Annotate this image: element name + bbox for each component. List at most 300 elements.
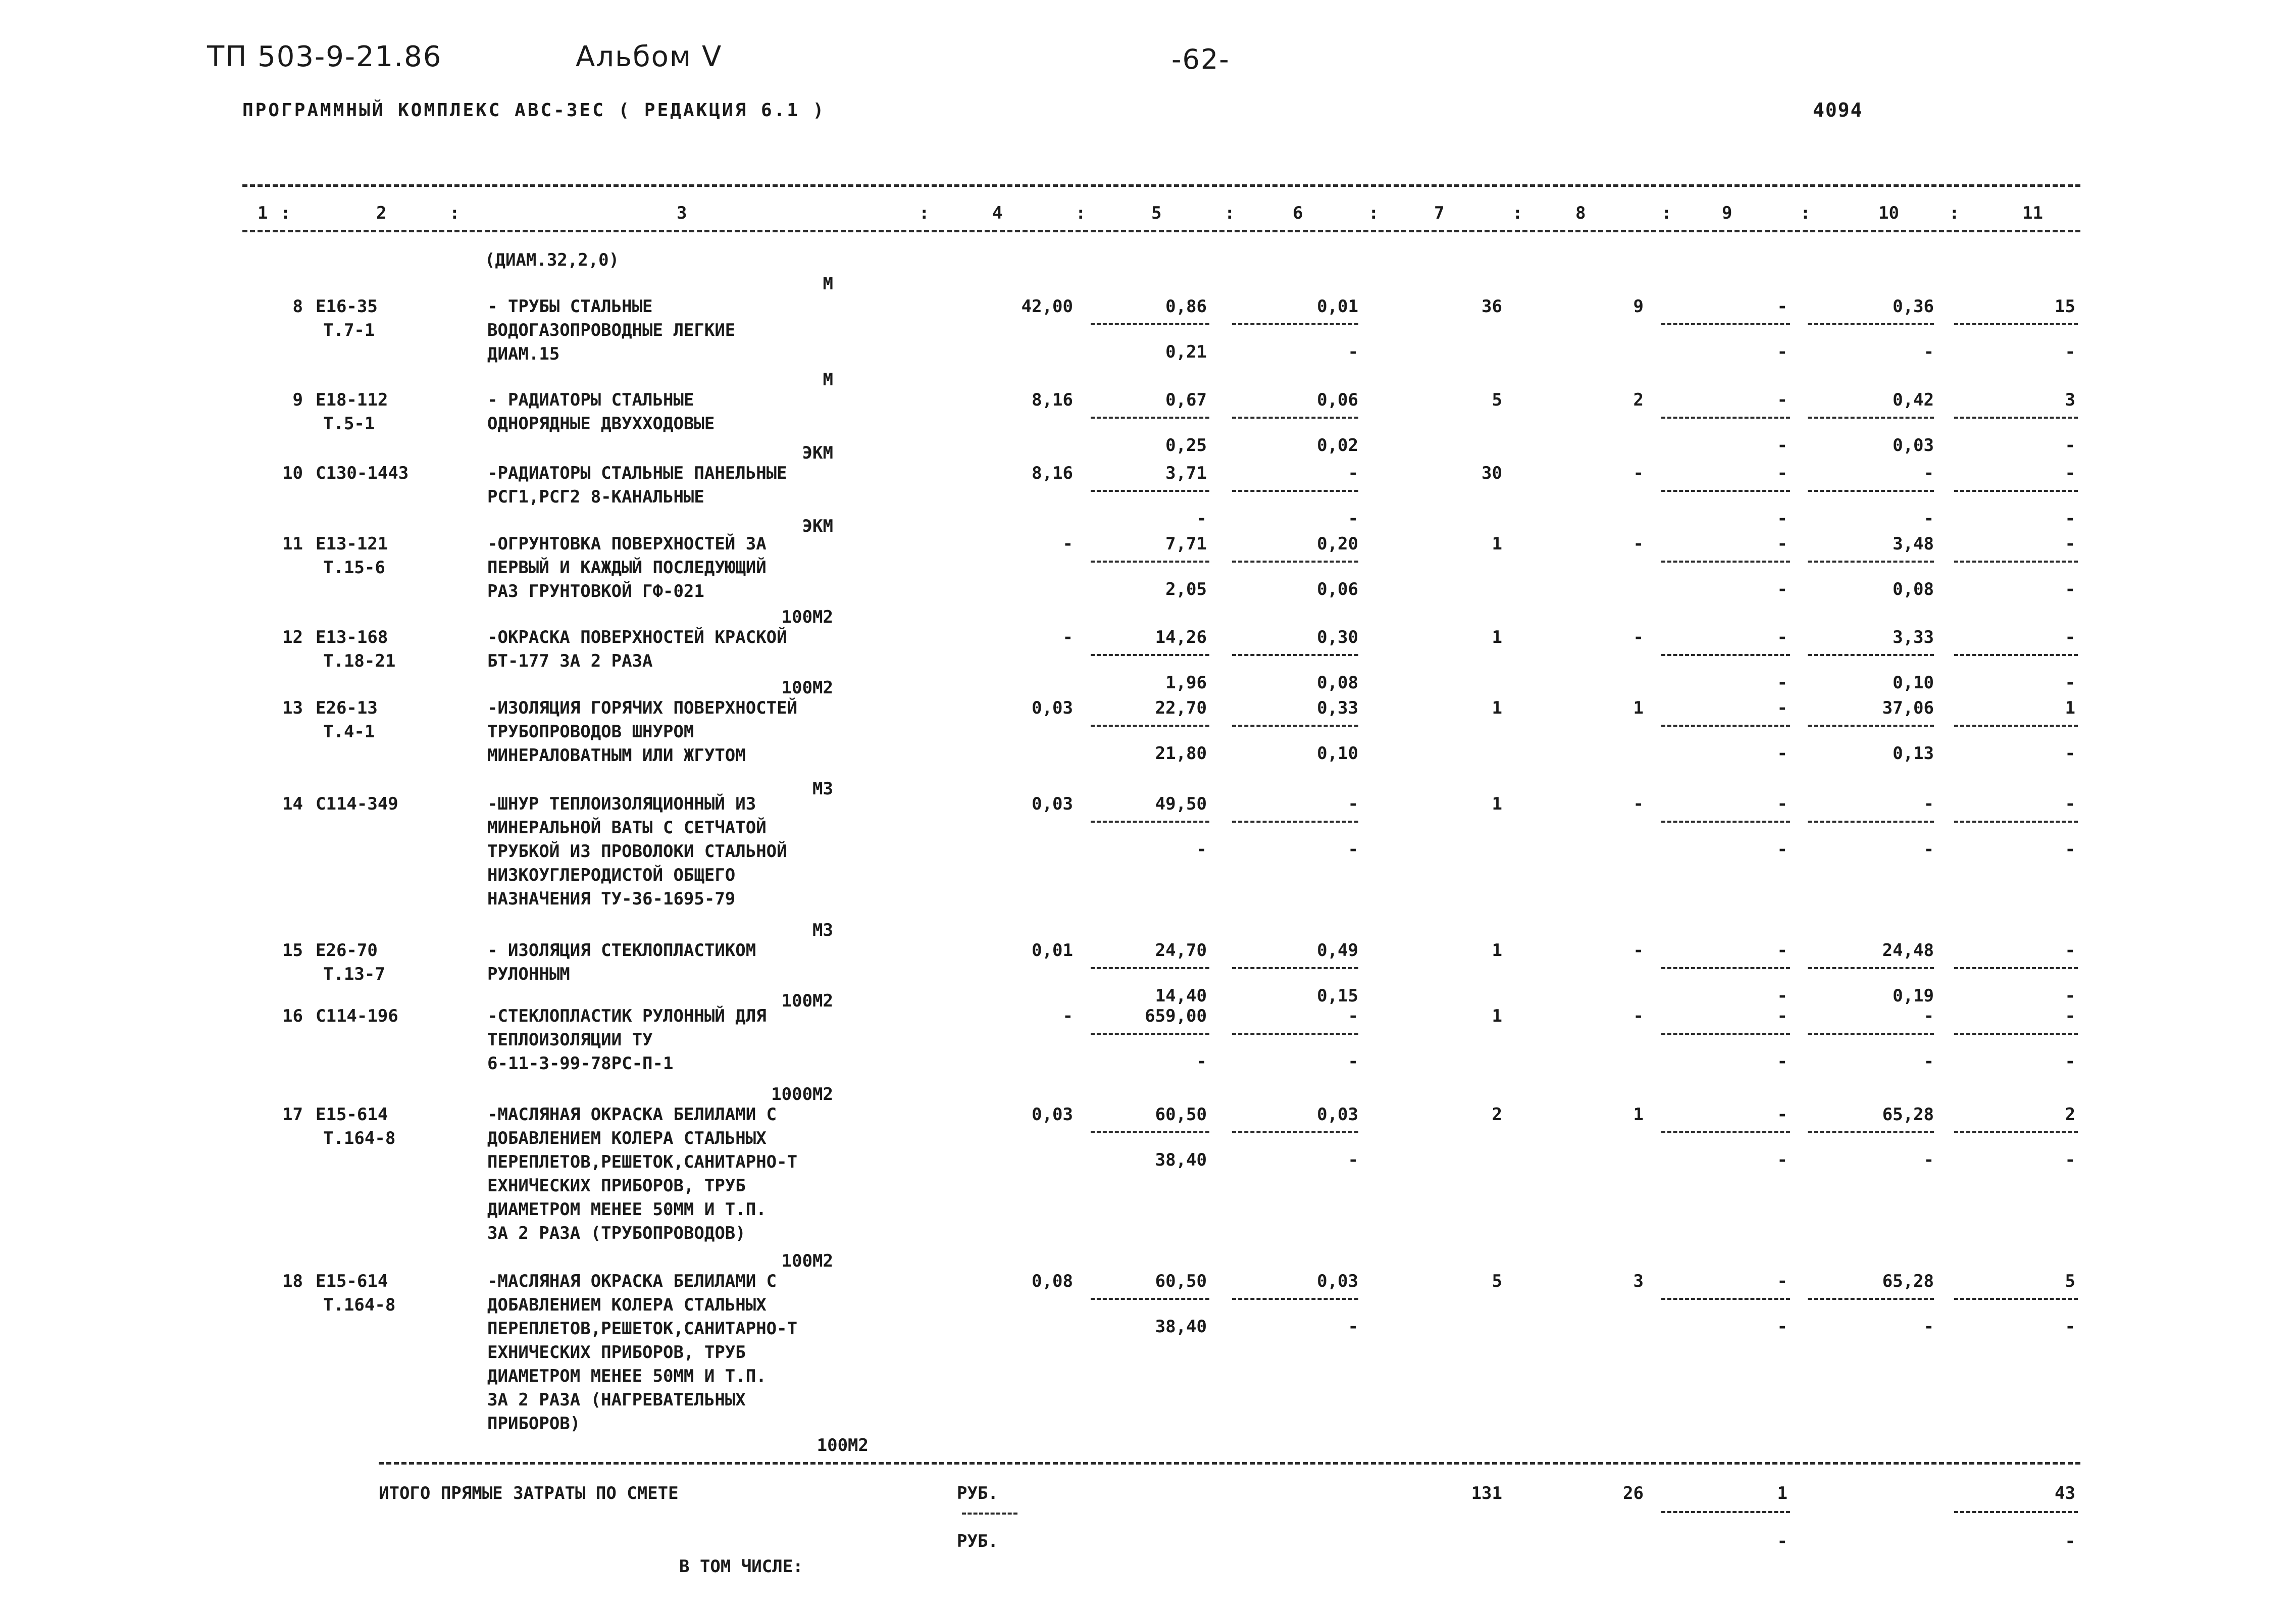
cell-separator — [1661, 417, 1790, 419]
work-description: ОДНОРЯДНЫЕ ДВУХХОДОВЫЕ — [487, 414, 715, 434]
work-description: МИНЕРАЛЬНОЙ ВАТЫ С СЕТЧАТОЙ — [487, 818, 767, 838]
column-divider: : — [1512, 203, 1523, 223]
work-description: -ШНУР ТЕПЛОИЗОЛЯЦИОННЫЙ ИЗ — [487, 794, 756, 814]
column-number: 3 — [677, 203, 687, 223]
unit-cost-wage-cell: - — [1196, 1051, 1207, 1072]
machine-wage-cell: - — [1777, 1317, 1788, 1337]
cell-separator — [1091, 967, 1209, 969]
machine-cost-cell: - — [1777, 940, 1788, 961]
total-labor-cell: - — [2065, 794, 2075, 814]
labor-cell: - — [1923, 1006, 1934, 1026]
cell-separator — [1954, 821, 2078, 823]
total-cost-cell: 5 — [1492, 390, 1502, 410]
cell-separator — [1954, 1131, 2078, 1133]
cell-separator — [1091, 654, 1209, 656]
cell-separator — [1661, 1131, 1790, 1133]
cell-separator — [1954, 1033, 2078, 1035]
labor-machine-cell: - — [1923, 1150, 1934, 1170]
work-description: -ОГРУНТОВКА ПОВЕРХНОСТЕЙ ЗА — [487, 534, 767, 554]
column-number: 5 — [1151, 203, 1162, 223]
norm-code: С114-349 — [316, 794, 398, 814]
wage-machine-cell: - — [1348, 839, 1358, 860]
quantity-cell: 0,03 — [1032, 698, 1073, 718]
wage-machine-cell: - — [1348, 1051, 1358, 1072]
unit-cost-wage-cell: 38,40 — [1155, 1150, 1207, 1170]
work-description: ЕХНИЧЕСКИХ ПРИБОРОВ, ТРУБ — [487, 1176, 746, 1196]
total-labor-machine-cell: - — [2065, 839, 2075, 860]
total-wage-cell: 1 — [1633, 698, 1644, 718]
unit-label: ЭКМ — [802, 443, 833, 463]
work-description: ТЕПЛОИЗОЛЯЦИИ ТУ — [487, 1030, 653, 1050]
unit-cost-wage-cell: 38,40 — [1155, 1317, 1207, 1337]
labor-cell: 65,28 — [1882, 1104, 1934, 1125]
labor-machine-cell: 0,10 — [1893, 673, 1934, 693]
total-labor-machine-cell: - — [2065, 743, 2075, 764]
labor-cell: - — [1923, 463, 1934, 483]
unit-cost-wage-cell: 0,25 — [1165, 435, 1207, 456]
cell-separator — [1808, 1298, 1934, 1300]
total-labor-machine-cell: - — [2065, 986, 2075, 1006]
work-description: ПРИБОРОВ) — [487, 1414, 581, 1434]
work-description: ЗА 2 РАЗА (ТРУБОПРОВОДОВ) — [487, 1223, 746, 1243]
unit-cost-cell: 659,00 — [1145, 1006, 1207, 1026]
total-labor-machine-cell: - — [2065, 673, 2075, 693]
cell-separator — [1091, 561, 1209, 563]
row-number: 9 — [292, 390, 303, 410]
wage-machine-cell: - — [1348, 509, 1358, 529]
unit-label: ЭКМ — [802, 516, 833, 536]
cell-separator — [1232, 725, 1358, 727]
cell-separator — [1954, 725, 2078, 727]
machine-cost-cell: - — [1777, 627, 1788, 647]
column-number: 8 — [1575, 203, 1586, 223]
cell-separator — [1954, 323, 2078, 325]
cell-separator — [1232, 821, 1358, 823]
machine-cost-cell: - — [1777, 534, 1788, 554]
work-description: - ТРУБЫ СТАЛЬНЫЕ — [487, 296, 653, 317]
cell-separator — [1091, 1298, 1209, 1300]
labor-cell: 3,33 — [1893, 627, 1934, 647]
work-description: НАЗНАЧЕНИЯ ТУ-36-1695-79 — [487, 889, 736, 909]
machine-cost-cell: - — [1777, 1271, 1788, 1291]
column-number: 4 — [992, 203, 1003, 223]
work-description: -СТЕКЛОПЛАСТИК РУЛОННЫЙ ДЛЯ — [487, 1006, 767, 1026]
total-labor-cell: 1 — [2065, 698, 2075, 718]
machine-wage-cell: - — [1777, 1051, 1788, 1072]
row-number: 17 — [282, 1104, 303, 1125]
cell-separator — [1808, 725, 1934, 727]
unit-cost-cell: 14,26 — [1155, 627, 1207, 647]
unit-label: 100М2 — [781, 991, 833, 1011]
work-description: ДОБАВЛЕНИЕМ КОЛЕРА СТАЛЬНЫХ — [487, 1295, 767, 1315]
currency-separator — [962, 1513, 1017, 1515]
total-labor-cell: - — [2065, 940, 2075, 961]
column-number: 6 — [1293, 203, 1303, 223]
labor-cell: 24,48 — [1882, 940, 1934, 961]
work-description: МИНЕРАЛОВАТНЫМ ИЛИ ЖГУТОМ — [487, 745, 746, 766]
cell-separator — [1954, 1298, 2078, 1300]
wage-cost-cell: - — [1348, 463, 1358, 483]
unit-label: М — [823, 370, 833, 390]
total-wage-cell: - — [1633, 534, 1644, 554]
cell-separator — [1091, 1131, 1209, 1133]
total-wage-cell: 3 — [1633, 1271, 1644, 1291]
wage-machine-cell: - — [1348, 1317, 1358, 1337]
cell-separator — [1091, 323, 1209, 325]
unit-cost-cell: 0,86 — [1165, 296, 1207, 317]
total-labor-cell: - — [2065, 463, 2075, 483]
column-number: 10 — [1878, 203, 1899, 223]
cell-separator — [1232, 323, 1358, 325]
total-cost-cell: 5 — [1492, 1271, 1502, 1291]
cell-separator — [1808, 967, 1934, 969]
machine-wage-cell: - — [1777, 673, 1788, 693]
table-header-rule — [242, 230, 2080, 232]
work-description: -МАСЛЯНАЯ ОКРАСКА БЕЛИЛАМИ С — [487, 1104, 777, 1125]
unit-label: 100М2 — [781, 678, 833, 698]
total-labor-machine-cell: - — [2065, 342, 2075, 362]
total-labor-machine-cell: - — [2065, 1317, 2075, 1337]
row-number: 18 — [282, 1271, 303, 1291]
column-divider: : — [1800, 203, 1811, 223]
wage-cost-cell: - — [1348, 1006, 1358, 1026]
including-label: В ТОМ ЧИСЛЕ: — [679, 1556, 803, 1577]
work-description: ДИАМЕТРОМ МЕНЕЕ 50ММ И Т.П. — [487, 1199, 767, 1220]
labor-cell: 0,42 — [1893, 390, 1934, 410]
work-description: ПЕРВЫЙ И КАЖДЫЙ ПОСЛЕДУЮЩИЙ — [487, 558, 767, 578]
sheet-title: ТП 503-9-21.86 — [207, 40, 442, 73]
cell-separator — [1954, 1511, 2078, 1513]
quantity-cell: 8,16 — [1032, 390, 1073, 410]
column-number: 1 — [258, 203, 268, 223]
column-number: 7 — [1434, 203, 1445, 223]
row-number: 11 — [282, 534, 303, 554]
column-divider: : — [449, 203, 460, 223]
work-description: РУЛОННЫМ — [487, 964, 570, 984]
wage-cost-cell: 0,01 — [1317, 296, 1358, 317]
norm-code: Е13-168 — [316, 627, 388, 647]
total-labor-machine-cell: - — [2065, 1051, 2075, 1072]
norm-code: Т.7-1 — [323, 320, 375, 340]
machine-wage-cell: - — [1777, 1150, 1788, 1170]
norm-code: Е16-35 — [316, 296, 378, 317]
total-labor-cell: 5 — [2065, 1271, 2075, 1291]
totals-currency-2: РУБ. — [957, 1531, 998, 1551]
wage-cost-cell: 0,03 — [1317, 1104, 1358, 1125]
totals-machine-2: - — [1777, 1531, 1788, 1551]
labor-cell: 65,28 — [1882, 1271, 1934, 1291]
cell-separator — [1232, 1131, 1358, 1133]
norm-code: Е26-70 — [316, 940, 378, 961]
wage-machine-cell: - — [1348, 1150, 1358, 1170]
cell-separator — [1091, 490, 1209, 492]
machine-cost-cell: - — [1777, 1104, 1788, 1125]
norm-code: Т.4-1 — [323, 722, 375, 742]
norm-code: Т.5-1 — [323, 414, 375, 434]
cell-separator — [1661, 561, 1790, 563]
cell-separator — [1661, 725, 1790, 727]
work-description: ТРУБКОЙ ИЗ ПРОВОЛОКИ СТАЛЬНОЙ — [487, 841, 787, 862]
unit-label: 100М2 — [817, 1435, 869, 1455]
norm-code: Т.164-8 — [323, 1295, 396, 1315]
cell-separator — [1232, 561, 1358, 563]
sheet-code: 4094 — [1813, 99, 1863, 121]
labor-cell: 3,48 — [1893, 534, 1934, 554]
unit-label: М3 — [812, 920, 833, 940]
cell-separator — [1954, 654, 2078, 656]
total-wage-cell: - — [1633, 794, 1644, 814]
total-wage-cell: 2 — [1633, 390, 1644, 410]
norm-code: Е15-614 — [316, 1271, 388, 1291]
total-wage-cell: 1 — [1633, 1104, 1644, 1125]
total-cost-cell: 1 — [1492, 940, 1502, 961]
cell-separator — [1808, 1131, 1934, 1133]
cell-separator — [1808, 323, 1934, 325]
cell-separator — [1808, 490, 1934, 492]
cell-separator — [1808, 417, 1934, 419]
unit-cost-wage-cell: - — [1196, 839, 1207, 860]
wage-cost-cell: 0,06 — [1317, 390, 1358, 410]
cell-separator — [1661, 1511, 1790, 1513]
labor-machine-cell: 0,19 — [1893, 986, 1934, 1006]
cell-separator — [1232, 1033, 1358, 1035]
total-wage-cell: - — [1633, 940, 1644, 961]
row-number: 14 — [282, 794, 303, 814]
total-wage-cell: - — [1633, 463, 1644, 483]
cell-separator — [1808, 1033, 1934, 1035]
total-labor-cell: 15 — [2055, 296, 2075, 317]
work-description: -ИЗОЛЯЦИЯ ГОРЯЧИХ ПОВЕРХНОСТЕЙ — [487, 698, 798, 718]
cell-separator — [1661, 967, 1790, 969]
cell-separator — [1954, 561, 2078, 563]
total-cost-cell: 2 — [1492, 1104, 1502, 1125]
unit-cost-wage-cell: 1,96 — [1165, 673, 1207, 693]
work-description: ПЕРЕПЛЕТОВ,РЕШЕТОК,САНИТАРНО-Т — [487, 1152, 798, 1172]
page-number: -62- — [1171, 43, 1230, 75]
total-labor-machine-cell: - — [2065, 435, 2075, 456]
unit-label: 100М2 — [781, 607, 833, 627]
cell-separator — [1232, 490, 1358, 492]
machine-wage-cell: - — [1777, 509, 1788, 529]
machine-cost-cell: - — [1777, 794, 1788, 814]
machine-wage-cell: - — [1777, 839, 1788, 860]
row-number: 8 — [292, 296, 303, 317]
work-description: РАЗ ГРУНТОВКОЙ ГФ-021 — [487, 581, 704, 601]
work-description: РСГ1,РСГ2 8-КАНАЛЬНЫЕ — [487, 487, 704, 507]
work-description: БТ-177 ЗА 2 РАЗА — [487, 651, 653, 671]
wage-machine-cell: 0,15 — [1317, 986, 1358, 1006]
work-description: ТРУБОПРОВОДОВ ШНУРОМ — [487, 722, 694, 742]
cell-separator — [1091, 417, 1209, 419]
machine-wage-cell: - — [1777, 435, 1788, 456]
row-number: 12 — [282, 627, 303, 647]
total-labor-machine-cell: - — [2065, 1150, 2075, 1170]
norm-code: Е18-112 — [316, 390, 388, 410]
work-description: ДИАМЕТРОМ МЕНЕЕ 50ММ И Т.П. — [487, 1366, 767, 1386]
unit-cost-cell: 49,50 — [1155, 794, 1207, 814]
machine-cost-cell: - — [1777, 296, 1788, 317]
wage-machine-cell: - — [1348, 342, 1358, 362]
unit-cost-cell: 24,70 — [1155, 940, 1207, 961]
work-description: ЗА 2 РАЗА (НАГРЕВАТЕЛЬНЫХ — [487, 1390, 746, 1410]
quantity-cell: 8,16 — [1032, 463, 1073, 483]
machine-cost-cell: - — [1777, 390, 1788, 410]
unit-cost-cell: 3,71 — [1165, 463, 1207, 483]
cell-separator — [1954, 967, 2078, 969]
cell-separator — [1808, 561, 1934, 563]
wage-cost-cell: 0,03 — [1317, 1271, 1358, 1291]
work-description: -РАДИАТОРЫ СТАЛЬНЫЕ ПАНЕЛЬНЫЕ — [487, 463, 787, 483]
wage-cost-cell: - — [1348, 794, 1358, 814]
unit-cost-cell: 0,67 — [1165, 390, 1207, 410]
total-labor-cell: - — [2065, 534, 2075, 554]
column-number: 11 — [2022, 203, 2043, 223]
total-cost-cell: 1 — [1492, 1006, 1502, 1026]
wage-machine-cell: 0,08 — [1317, 673, 1358, 693]
labor-machine-cell: 0,03 — [1893, 435, 1934, 456]
labor-machine-cell: 0,13 — [1893, 743, 1934, 764]
labor-cell: 0,36 — [1893, 296, 1934, 317]
totals-currency: РУБ. — [957, 1483, 998, 1503]
wage-cost-cell: 0,49 — [1317, 940, 1358, 961]
cell-separator — [1661, 821, 1790, 823]
norm-code: Т.15-6 — [323, 558, 385, 578]
wage-cost-cell: 0,33 — [1317, 698, 1358, 718]
wage-cost-cell: 0,30 — [1317, 627, 1358, 647]
machine-wage-cell: - — [1777, 342, 1788, 362]
labor-machine-cell: - — [1923, 1317, 1934, 1337]
total-labor-cell: - — [2065, 1006, 2075, 1026]
total-labor-cell: 2 — [2065, 1104, 2075, 1125]
labor-cell: 37,06 — [1882, 698, 1934, 718]
work-description: ВОДОГАЗОПРОВОДНЫЕ ЛЕГКИЕ — [487, 320, 736, 340]
work-description: ПЕРЕПЛЕТОВ,РЕШЕТОК,САНИТАРНО-Т — [487, 1319, 798, 1339]
cell-separator — [1091, 1033, 1209, 1035]
work-description: 6-11-3-99-78РС-П-1 — [487, 1053, 674, 1074]
cell-separator — [1091, 725, 1209, 727]
totals-labor-2: - — [2065, 1531, 2075, 1551]
work-description: - ИЗОЛЯЦИЯ СТЕКЛОПЛАСТИКОМ — [487, 940, 756, 961]
totals-label: ИТОГО ПРЯМЫЕ ЗАТРАТЫ ПО СМЕТЕ — [379, 1483, 679, 1503]
column-divider: : — [1949, 203, 1960, 223]
machine-cost-cell: - — [1777, 698, 1788, 718]
column-divider: : — [919, 203, 930, 223]
totals-labor: 43 — [2055, 1483, 2075, 1503]
totals-rule — [379, 1462, 2080, 1465]
cell-separator — [1661, 323, 1790, 325]
column-divider: : — [1076, 203, 1086, 223]
unit-cost-wage-cell: - — [1196, 509, 1207, 529]
cell-separator — [1232, 967, 1358, 969]
column-divider: : — [1224, 203, 1235, 223]
unit-cost-cell: 7,71 — [1165, 534, 1207, 554]
wage-machine-cell: 0,10 — [1317, 743, 1358, 764]
unit-label: 1000М2 — [771, 1084, 833, 1104]
norm-code: С130-1443 — [316, 463, 409, 483]
labor-machine-cell: - — [1923, 1051, 1934, 1072]
labor-cell: - — [1923, 794, 1934, 814]
norm-code: Т.164-8 — [323, 1128, 396, 1148]
cell-separator — [1232, 1298, 1358, 1300]
program-label: ПРОГРАММНЫЙ КОМПЛЕКС АВС-3ЕС ( РЕДАКЦИЯ 6.1 ) — [242, 100, 826, 121]
unit-label: 100М2 — [781, 1251, 833, 1271]
unit-cost-wage-cell: 0,21 — [1165, 342, 1207, 362]
work-description: - РАДИАТОРЫ СТАЛЬНЫЕ — [487, 390, 694, 410]
quantity-cell: 42,00 — [1021, 296, 1073, 317]
cell-separator — [1091, 821, 1209, 823]
total-cost-cell: 1 — [1492, 794, 1502, 814]
labor-machine-cell: - — [1923, 509, 1934, 529]
column-number: 2 — [376, 203, 387, 223]
cell-separator — [1954, 417, 2078, 419]
quantity-cell: - — [1062, 627, 1073, 647]
norm-code: Т.18-21 — [323, 651, 396, 671]
lead-line: (ДИАМ.32,2,0) — [485, 250, 620, 270]
quantity-cell: 0,03 — [1032, 1104, 1073, 1125]
total-wage-cell: 9 — [1633, 296, 1644, 317]
table-top-rule — [242, 184, 2080, 187]
work-description: ДИАМ.15 — [487, 344, 560, 364]
album-label: Альбом V — [576, 40, 723, 73]
machine-wage-cell: - — [1777, 986, 1788, 1006]
work-description: НИЗКОУГЛЕРОДИСТОЙ ОБЩЕГО — [487, 865, 736, 885]
quantity-cell: - — [1062, 1006, 1073, 1026]
totals-machine: 1 — [1777, 1483, 1788, 1503]
total-cost-cell: 30 — [1482, 463, 1502, 483]
machine-cost-cell: - — [1777, 463, 1788, 483]
total-labor-machine-cell: - — [2065, 509, 2075, 529]
cell-separator — [1954, 490, 2078, 492]
work-description: -ОКРАСКА ПОВЕРХНОСТЕЙ КРАСКОЙ — [487, 627, 787, 647]
quantity-cell: - — [1062, 534, 1073, 554]
norm-code: Т.13-7 — [323, 964, 385, 984]
norm-code: С114-196 — [316, 1006, 398, 1026]
total-labor-cell: 3 — [2065, 390, 2075, 410]
machine-wage-cell: - — [1777, 579, 1788, 599]
total-cost-cell: 1 — [1492, 627, 1502, 647]
column-divider: : — [280, 203, 291, 223]
labor-machine-cell: - — [1923, 839, 1934, 860]
column-divider: : — [1661, 203, 1672, 223]
cell-separator — [1661, 490, 1790, 492]
total-cost-cell: 1 — [1492, 534, 1502, 554]
total-cost-cell: 1 — [1492, 698, 1502, 718]
cell-separator — [1808, 821, 1934, 823]
wage-cost-cell: 0,20 — [1317, 534, 1358, 554]
row-number: 15 — [282, 940, 303, 961]
cell-separator — [1661, 1298, 1790, 1300]
cell-separator — [1232, 654, 1358, 656]
wage-machine-cell: 0,06 — [1317, 579, 1358, 599]
unit-cost-wage-cell: 2,05 — [1165, 579, 1207, 599]
quantity-cell: 0,08 — [1032, 1271, 1073, 1291]
total-wage-cell: - — [1633, 627, 1644, 647]
totals-cost: 131 — [1471, 1483, 1502, 1503]
cell-separator — [1661, 654, 1790, 656]
norm-code: Е26-13 — [316, 698, 378, 718]
row-number: 16 — [282, 1006, 303, 1026]
unit-cost-cell: 60,50 — [1155, 1104, 1207, 1125]
machine-cost-cell: - — [1777, 1006, 1788, 1026]
unit-label: М3 — [812, 779, 833, 799]
unit-cost-wage-cell: 21,80 — [1155, 743, 1207, 764]
cell-separator — [1661, 1033, 1790, 1035]
work-description: ЕХНИЧЕСКИХ ПРИБОРОВ, ТРУБ — [487, 1342, 746, 1363]
wage-machine-cell: 0,02 — [1317, 435, 1358, 456]
labor-machine-cell: - — [1923, 342, 1934, 362]
cell-separator — [1808, 654, 1934, 656]
row-number: 13 — [282, 698, 303, 718]
